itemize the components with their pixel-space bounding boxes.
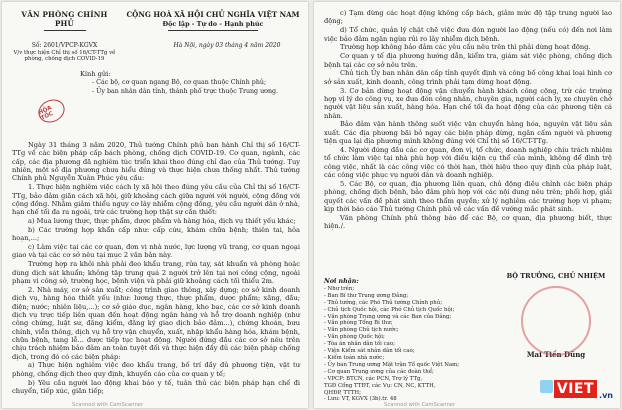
paragraph: 4. Người đứng đầu các cơ quan, đơn vị, tổ chức, doanh nghiệp chịu trách nhiệm tổ chức làm việc tại nhà phù hợp với điều kiện cụ thể của mình, không để đình trệ công việc, nhất là các công việc có thời hạn, thời hiệu theo quy định của pháp luật, các công việc phục vụ người dân và doanh nghiệp. [324,146,612,180]
paragraph: 1. Thực hiện nghiêm việc cách ly xã hội theo đúng yêu cầu của Chỉ thị số 16/CT-TTg, bảo đảm giãn cách xã hội, giữ khoảng cách giữa người với người, cộng đồng với cộng đồng. Nhằm giảm thiểu nguy cơ lây nhiễm cộng đồng, yêu cầu người dân ở nhà, hạn chế tối đa ra ngoài, trừ các trường hợp thật sự cần thiết: [12,183,300,217]
distribution-item: - Văn phòng Chủ tịch nước; [324,327,399,334]
distribution-item: TGĐ Cổng TTĐT, các Vụ: CN, NC, KTTH, [324,382,436,389]
distribution-item: - Kiểm toán nhà nước; [324,354,385,361]
distribution-list [324,279,459,403]
document-page-2 [314,2,620,408]
distribution-item: - Thủ tướng, các Phó Thủ tướng Chính phủ; [324,299,443,306]
paragraph: b) Các trường hợp khẩn cấp như: cấp cứu, khám chữa bệnh; thiên tai, hỏa hoạn,...; [12,225,300,243]
logo-brand: VIET [554,380,597,398]
signer-role: BỘ TRƯỞNG, CHỦ NHIỆM [506,272,606,280]
distribution-item: - Cơ quan Trung ương của các đoàn thể; [324,368,434,375]
distribution-item: - Tòa án nhân dân tối cao; [324,341,395,348]
paragraph: d) Tổ chức, quản lý chặt chẽ việc đưa đón người lao động (nếu có) đến nơi làm việc bảo đảm ngăn ngừa rủi ro lây nhiễm dịch bệnh. [324,26,612,43]
body-text [324,9,612,231]
paragraph: Cơ quan y tế địa phương hướng dẫn, kiểm tra, giám sát việc phòng, chống dịch bệnh tại các cơ sở nêu trên. [324,52,612,69]
national-title: CỘNG HOÀ XÃ HỘI CHỦ NGHĨA VIỆT NAM [126,10,300,19]
paragraph: c) Tạm dừng các hoạt động không cấp bách, giảm mức độ tập trung người lao động; [324,9,612,26]
logo-tld: .vn [599,391,613,400]
distribution-item: - Như trên; [324,285,355,292]
distribution-item: QHĐP, TTTH; [324,389,361,396]
document-number: Số: 2601/VPCP-KGVX [31,42,98,49]
official-seal [521,286,591,356]
scanner-watermark: Scanned with CamScanner [384,402,456,408]
distribution-item: - Ban Bí thư Trung ương Đảng; [324,292,409,299]
paragraph: c) Làm việc tại các cơ quan, đơn vị nhà nước, lực lượng vũ trang, cơ quan ngoại giao và tại các cơ sở nêu tại mục 2 văn bản này. [12,243,300,260]
body-text [12,141,300,396]
paragraph: b) Yêu cầu người lao động khai báo y tế, tuân thủ các biện pháp hạn chế đi chuyển, tiếp xúc, giãn tiếp; [12,378,300,395]
signer-name: Mai Tiến Dũng [526,350,586,359]
distribution-item: - VPCP: BTCN, các PCN, Trợ lý TTg, [324,375,423,382]
national-motto: Độc lập - Tự do - Hạnh phúc [162,20,264,28]
issuer-name: VĂN PHÒNG CHÍNH PHỦ [21,10,108,28]
paragraph: a) Thực hiện nghiêm việc đeo khẩu trang, bố trí đầy đủ phương tiện, vật tư phòng, chống dịch theo quy định, khuyến cáo của cơ quan y tế; [12,361,300,378]
paragraph: Chủ tịch Ủy ban nhân dân cấp tỉnh quyết định và công bố công khai loại hình cơ sở sản xuất, kinh doanh, công trình phải tạm dừng hoạt động. [324,69,612,86]
paragraph: a) Mua lương thực, thực phẩm, dược phẩm và hàng hóa, dịch vụ thiết yếu khác; [28,217,296,226]
distribution-item: - Ủy ban Trung ương Mặt trận Tổ quốc Việt Nam; [324,361,460,368]
distribution-item: - Văn phòng Tổng Bí thư; [324,320,393,327]
paragraph: Văn phòng Chính phủ thông báo để các Bộ, cơ quan, địa phương biết, thực hiện./. [324,213,612,231]
signature-block [496,272,616,359]
distribution-item: - Lưu: VT, KGVX (3b).tr. 48 [324,396,397,403]
divider [44,30,86,31]
paragraph: Bảo đảm vận hành thông suốt việc vận chuyển hàng hóa, nguyên vật liệu sản xuất. Các địa phương bãi bỏ ngay các biện pháp dừng, ngăn cấm người và phương tiện qua lại địa phương mình không đúng với Chỉ thị số 16/CT-TTg. [324,120,612,146]
document-date: Hà Nội, ngày 03 tháng 4 năm 2020 [173,42,281,49]
scanner-watermark: Scanned with CamScanner [72,402,144,408]
paragraph: Trường hợp ra khỏi nhà phải đeo khẩu trang, rửa tay, sát khuẩn và phòng hoặc dùng dịch sát khuẩn; không tập trung quá 2 người trở lên tại nơi công cộng, ngoài phạm vi công sở, trường học, bệnh viện và phải giữ khoảng cách tối thiểu 2m. [12,260,300,285]
distribution-item: - Văn phòng Quốc hội; [324,334,385,341]
national-header [120,10,306,31]
salutation: Kính gửi: [80,70,111,78]
paragraph: 5. Các Bộ, cơ quan, địa phương liên quan, chủ động điều chỉnh các biện pháp phòng, chống dịch bệnh, bảo đảm phù hợp với các nội dung nêu trên; phối hợp, giải quyết các vấn đề phát sinh theo thẩm quyền; xử lý nghiêm các trường hợp vi phạm; kịp thời báo cáo Thủ tướng Chính phủ về các vấn đề vướng mắc phát sinh. [324,179,612,213]
logo-badge-icon [540,380,553,393]
issuer-header [12,10,117,31]
distribution-item: - Viện Kiểm sát nhân dân tối cao; [324,348,415,355]
recipient-line: - Ủy ban nhân dân tỉnh, thành phố trực thuộc Trung ương. [92,88,279,95]
paragraph: Trường hợp không bảo đảm các yêu cầu nêu trên thì phải dừng hoạt động. [340,43,591,52]
distribution-item: - Văn phòng Trung ương và các Ban của Đảng; [324,313,452,320]
vietnamnet-logo [554,378,613,400]
document-subject: V/v thực hiện Chỉ thị số 16/CT-TTg về phòng, chống dịch COVID-19 [13,50,116,63]
distribution-item: - Chủ tịch Quốc hội, các Phó Chủ tịch Quốc hội; [324,306,455,313]
recipient-line: - Các bộ, cơ quan ngang Bộ, cơ quan thuộc Chính phủ; [92,79,267,86]
divider [168,30,258,31]
document-page-1 [2,2,308,408]
paragraph: 2. Nhà máy, cơ sở sản xuất; công trình giao thông, xây dựng; cơ sở kinh doanh dịch vụ, hàng hóa thiết yếu (như: lương thực, thực phẩm, dược phẩm; xăng, dầu; điện; nước; nhiên liệu,...); cơ sở giáo dục, ngân hàng, kho bạc, các cơ sở kinh doanh dịch vụ trực tiếp liên quan đến hoạt động ngân hàng và hỗ trợ doanh nghiệp (như công chứng, luật sư, đăng kiểm, đăng ký giao dịch bảo đảm...), chứng khoán, bưu chính, viễn thông, dịch vụ hỗ trợ vận chuyển, xuất, nhập khẩu hàng hóa, khám bệnh, chữa bệnh, tang lễ... được tiếp tục hoạt động. Người đứng đầu các cơ sở nêu trên chịu trách nhiệm bảo đảm an toàn tuyệt đối và thực hiện đầy đủ các biện pháp chống dịch, trong đó có các biện pháp: [12,285,300,361]
urgent-stamp [35,95,69,126]
paragraph: Ngày 31 tháng 3 năm 2020, Thủ tướng Chính phủ ban hành Chỉ thị số 16/CT-TTg về các biện pháp cấp bách phòng, chống dịch COVID-19. Cơ quan, ngành, các cấp, các địa phương đã nghiêm túc triển khai theo đúng chỉ đạo của Thủ tướng. Tuy nhiên, một số địa phương chưa hiểu đúng và thực hiện chưa thống nhất. Thủ tướng Chính phủ Nguyễn Xuân Phúc yêu cầu: [12,141,300,183]
stamp-text: HỎA TỐC [37,105,55,122]
distribution-title: Nơi nhận: [324,278,359,285]
paragraph: 3. Cơ bản dừng hoạt động vận chuyển hành khách công cộng, trừ các trường hợp vì lý do công vụ, xe đưa đón công nhân, chuyên gia, người cách ly, xe chuyên chở người vật liệu sản xuất, hàng hóa. Hạn chế tối đa hoạt động của các phương tiện cá nhân. [324,86,612,120]
